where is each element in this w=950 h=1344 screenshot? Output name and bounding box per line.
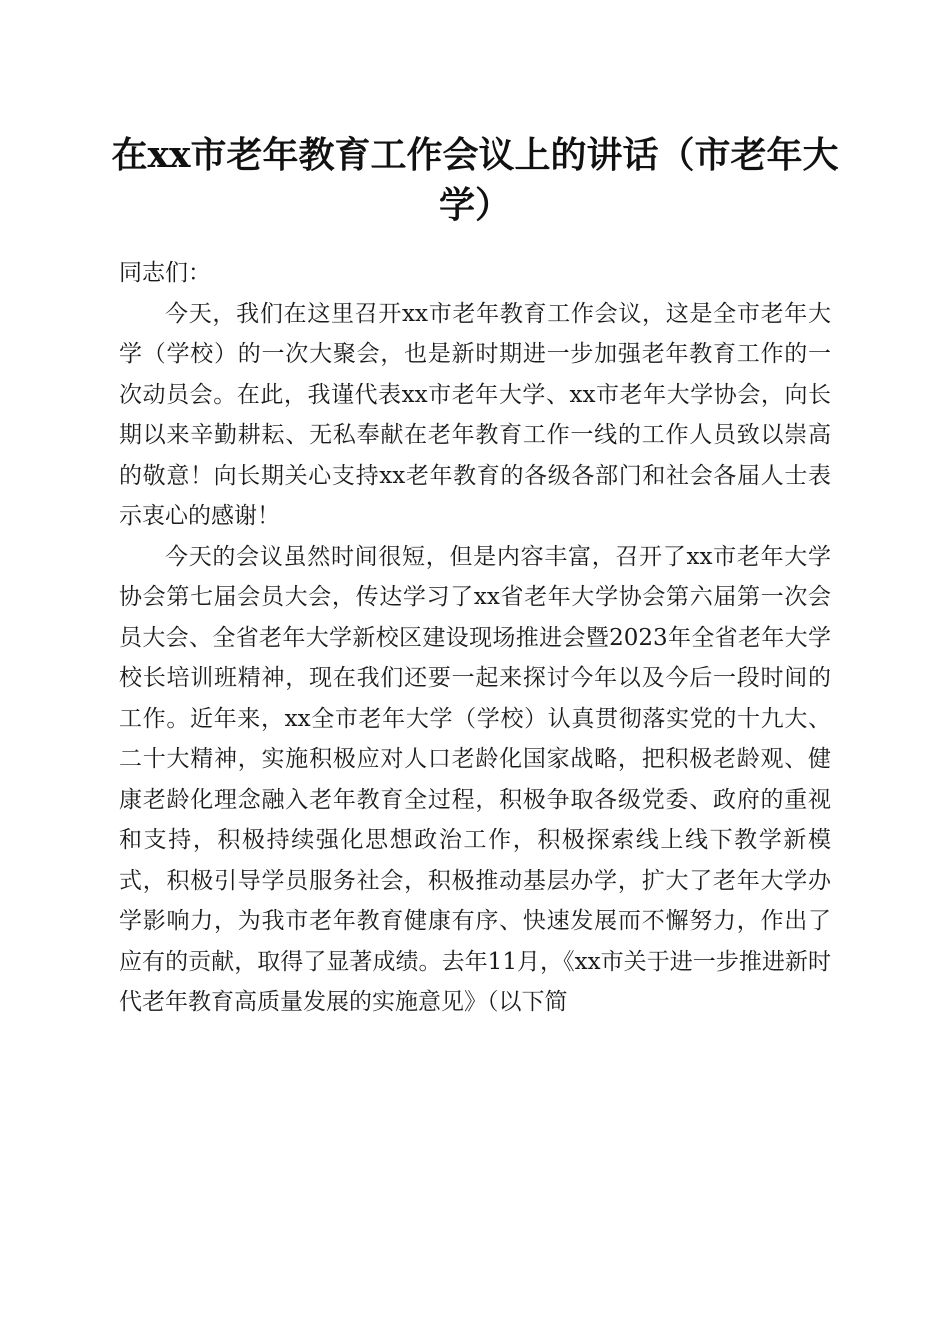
paragraph-1: 今天，我们在这里召开xx市老年教育工作会议，这是全市老年大学（学校）的一次大聚会，也是新时期进一步加强老年教育工作的一次动员会。在此，我谨代表xx市老年大学、xx市老年大学协会，向长期以来辛勤耕耘、无私奉献在老年教育工作一线的工作人员致以崇高的敬意！向长期关心支持xx老年教育的各级各部门和社会各届人士表示衷心的感谢！ bbox=[119, 300, 831, 529]
paragraph-2: 今天的会议虽然时间很短，但是内容丰富，召开了xx市老年大学协会第七届会员大会，传达学习了xx省老年大学协会第六届第一次会员大会、全省老年大学新校区建设现场推进会暨2023年全省老年大学校长培训班精神，现在我们还要一起来探讨今年以及今后一段时间的工作。近年来，xx全市老年大学（学校）认真贯彻落实党的十九大、二十大精神，实施积极应对人口老龄化国家战略，把积极老龄观、健康老龄化理念融入老年教育全过程，积极争取各级党委、政府的重视和支持，积极持续强化思想政治工作，积极探索线上线下教学新模式，积极引导学员服务社会，积极推动基层办学，扩大了老年大学办学影响力，为我市老年教育健康有序、快速发展而不懈努力，作出了应有的贡献，取得了显著成绩。去年11月，《xx市关于进一步推进新时代老年教育高质量发展的实施意见》（以下简 bbox=[119, 543, 831, 1015]
salutation: 同志们： bbox=[119, 260, 211, 286]
document-body bbox=[119, 253, 831, 1023]
document-title: 在xx市老年教育工作会议上的讲话（市老年大学） bbox=[111, 134, 839, 226]
